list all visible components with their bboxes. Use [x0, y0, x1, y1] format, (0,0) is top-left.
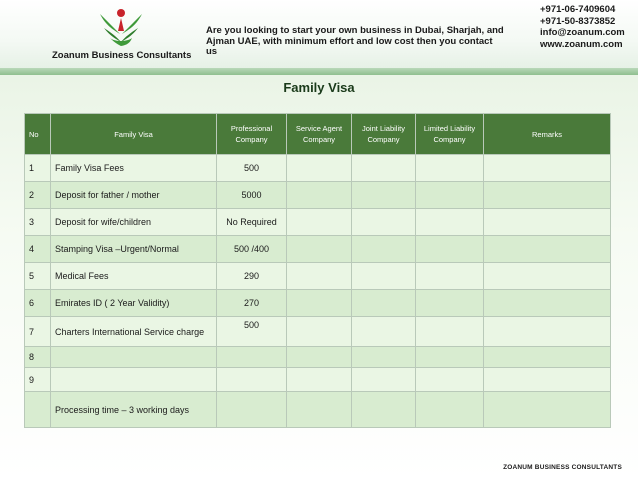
row-item [51, 347, 217, 368]
table-row [25, 263, 611, 290]
table-row [25, 236, 611, 263]
row-number: 8 [25, 347, 51, 368]
row-limited-liability-value [416, 209, 484, 236]
contact-block [540, 4, 625, 50]
row-limited-liability-value [416, 317, 484, 347]
page-title: Family Visa [283, 80, 355, 95]
row-limited-liability-value [416, 236, 484, 263]
header-joint-liability-company: Joint Liability Company [352, 114, 416, 155]
row-number: 2 [25, 182, 51, 209]
row-remarks [484, 263, 611, 290]
row-limited-liability-value [416, 155, 484, 182]
row-item [51, 368, 217, 392]
phone-1: +971-06-7409604 [540, 4, 616, 15]
row-limited-liability-value [416, 392, 484, 428]
row-joint-liability-value [352, 182, 416, 209]
header-professional-company: Professional Company [217, 114, 287, 155]
table-row [25, 392, 611, 428]
row-professional-value [217, 347, 287, 368]
row-remarks [484, 368, 611, 392]
row-professional-value: 290 [217, 263, 287, 290]
row-number: 3 [25, 209, 51, 236]
row-professional-value: 270 [217, 290, 287, 317]
row-professional-value: 500 [217, 155, 287, 182]
email: info@zoanum.com [540, 27, 625, 38]
row-limited-liability-value [416, 347, 484, 368]
row-professional-value: 500 [217, 317, 287, 347]
row-service-agent-value [287, 290, 352, 317]
row-number: 4 [25, 236, 51, 263]
table-row [25, 155, 611, 182]
row-number: 5 [25, 263, 51, 290]
row-remarks [484, 392, 611, 428]
header-family-visa: Family Visa [51, 114, 217, 155]
row-remarks [484, 155, 611, 182]
row-item: Stamping Visa –Urgent/Normal [51, 236, 217, 263]
row-service-agent-value [287, 317, 352, 347]
row-joint-liability-value [352, 236, 416, 263]
row-joint-liability-value [352, 317, 416, 347]
row-professional-value [217, 392, 287, 428]
row-item: Medical Fees [51, 263, 217, 290]
row-remarks [484, 317, 611, 347]
table-row [25, 317, 611, 347]
row-service-agent-value [287, 392, 352, 428]
company-name: Zoanum Business Consultants [52, 50, 192, 61]
row-professional-value [217, 368, 287, 392]
row-number [25, 392, 51, 428]
table-row [25, 182, 611, 209]
header-remarks: Remarks [484, 114, 611, 155]
row-service-agent-value [287, 347, 352, 368]
table-row [25, 209, 611, 236]
footer-brand: ZOANUM BUSINESS CONSULTANTS [503, 464, 622, 471]
row-item: Processing time – 3 working days [51, 392, 217, 428]
header-no: No [25, 114, 51, 155]
row-professional-value: 5000 [217, 182, 287, 209]
row-joint-liability-value [352, 263, 416, 290]
row-item: Charters International Service charge [51, 317, 217, 347]
row-remarks [484, 182, 611, 209]
header-banner [0, 0, 638, 68]
row-limited-liability-value [416, 290, 484, 317]
row-joint-liability-value [352, 155, 416, 182]
row-joint-liability-value [352, 347, 416, 368]
table-row [25, 347, 611, 368]
table-row [25, 290, 611, 317]
row-limited-liability-value [416, 368, 484, 392]
row-service-agent-value [287, 182, 352, 209]
row-service-agent-value [287, 263, 352, 290]
row-item: Family Visa Fees [51, 155, 217, 182]
row-joint-liability-value [352, 290, 416, 317]
row-service-agent-value [287, 155, 352, 182]
table-header-row [25, 114, 611, 155]
row-professional-value: 500 /400 [217, 236, 287, 263]
row-item: Deposit for wife/children [51, 209, 217, 236]
header-service-agent-company: Service Agent Company [287, 114, 352, 155]
phone-2: +971-50-8373852 [540, 15, 616, 27]
row-remarks [484, 290, 611, 317]
row-limited-liability-value [416, 182, 484, 209]
row-professional-value: No Required [217, 209, 287, 236]
row-joint-liability-value [352, 209, 416, 236]
row-remarks [484, 209, 611, 236]
header-divider [0, 68, 638, 75]
row-joint-liability-value [352, 392, 416, 428]
company-logo-icon [96, 4, 146, 48]
header-limited-liability-company: Limited Liability Company [416, 114, 484, 155]
row-joint-liability-value [352, 368, 416, 392]
website: www.zoanum.com [540, 38, 623, 50]
table-row [25, 368, 611, 392]
row-item: Deposit for father / mother [51, 182, 217, 209]
family-visa-table [24, 113, 611, 428]
row-service-agent-value [287, 236, 352, 263]
row-item: Emirates ID ( 2 Year Validity) [51, 290, 217, 317]
row-number: 9 [25, 368, 51, 392]
row-service-agent-value [287, 368, 352, 392]
row-limited-liability-value [416, 263, 484, 290]
row-service-agent-value [287, 209, 352, 236]
row-number: 1 [25, 155, 51, 182]
row-number: 7 [25, 317, 51, 347]
tagline: Are you looking to start your own business in Dubai, Sharjah, and Ajman UAE, with minimum effort and low cost then you contact us [206, 25, 504, 57]
row-remarks [484, 347, 611, 368]
row-remarks [484, 236, 611, 263]
row-number: 6 [25, 290, 51, 317]
